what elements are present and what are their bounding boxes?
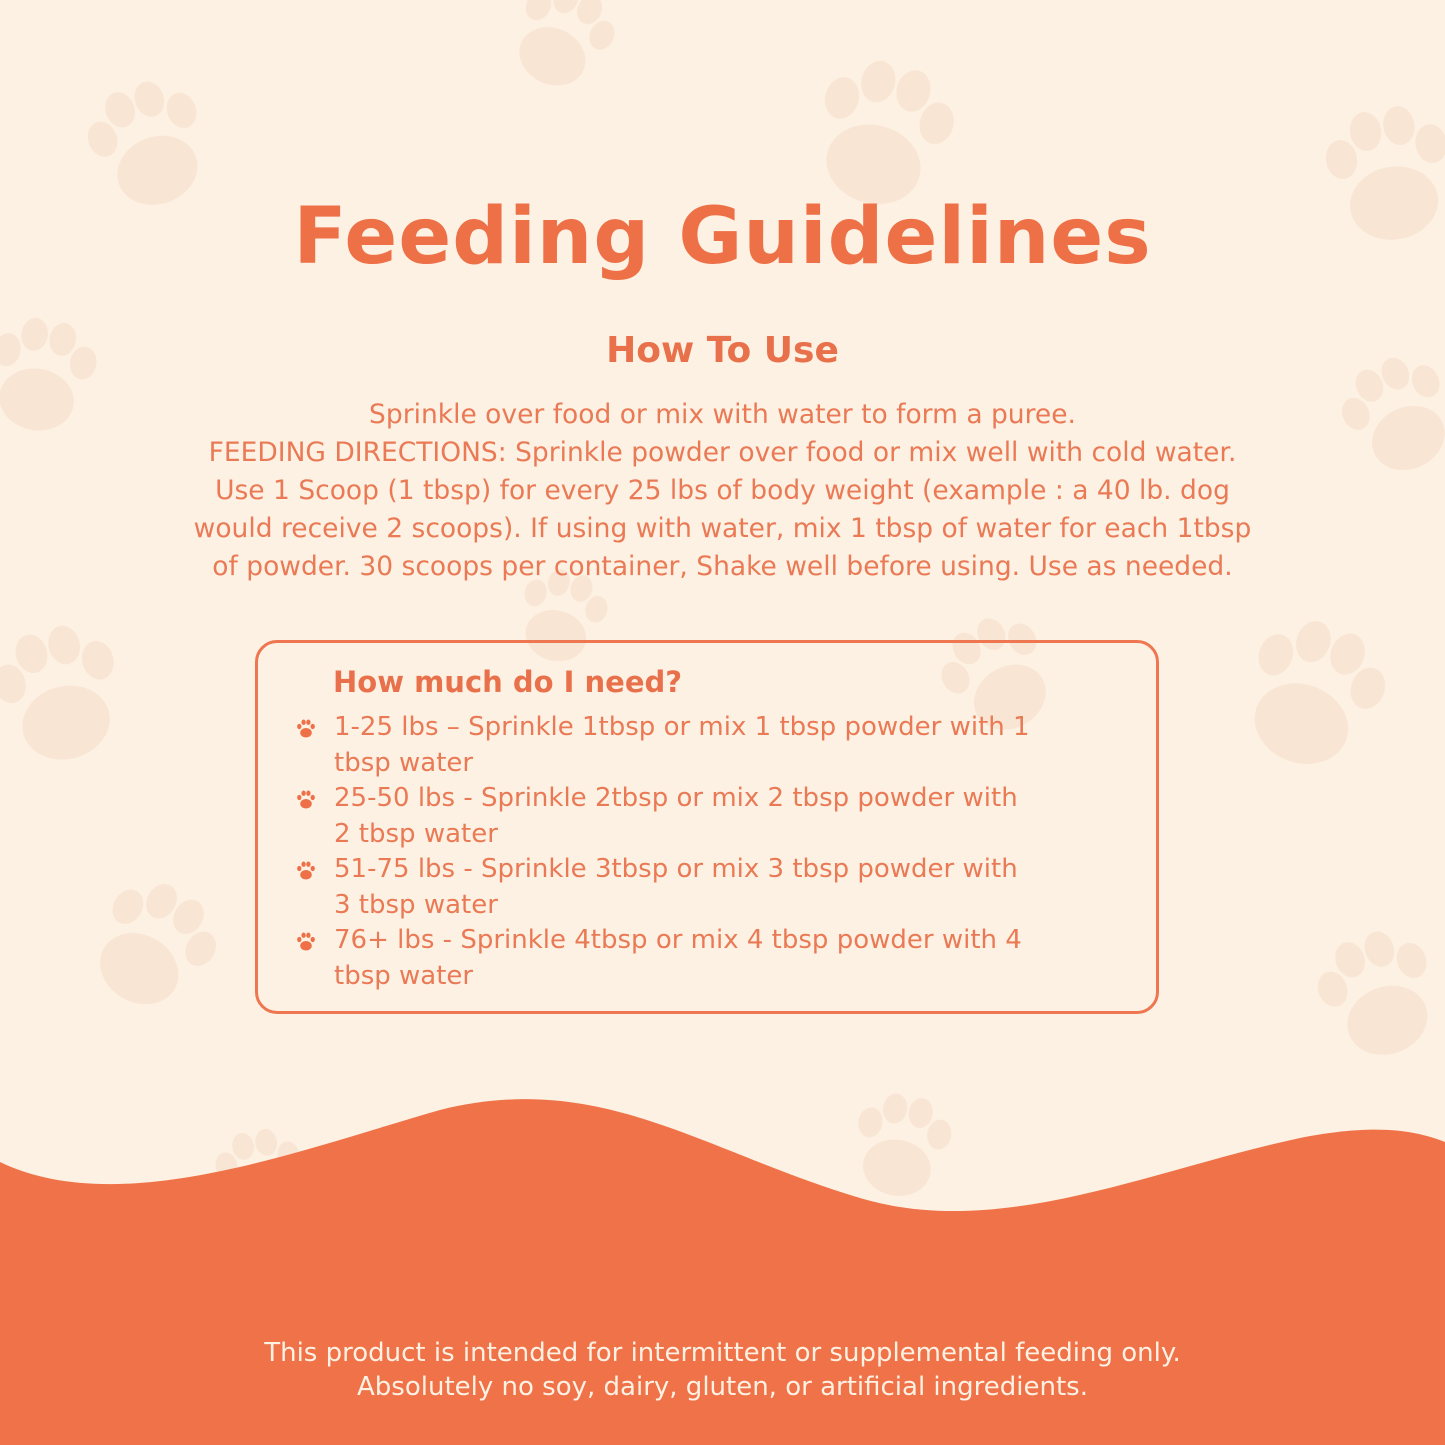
- list-item-text: 25-50 lbs - Sprinkle 2tbsp or mix 2 tbsp powder with: [334, 783, 1018, 813]
- paw-icon: [294, 857, 318, 881]
- list-item-text: 51-75 lbs - Sprinkle 3tbsp or mix 3 tbsp powder with: [334, 854, 1018, 884]
- directions-line: Use 1 Scoop (1 tbsp) for every 25 lbs of body weight (example : a 40 lb. dog: [215, 475, 1230, 506]
- page-title: Feeding Guidelines: [293, 192, 1152, 282]
- list-item-text: 1-25 lbs – Sprinkle 1tbsp or mix 1 tbsp powder with 1: [334, 712, 1030, 742]
- list-item-text: 76+ lbs - Sprinkle 4tbsp or mix 4 tbsp powder with 4: [334, 925, 1022, 955]
- feeding-directions: [60, 396, 1385, 586]
- section-subtitle: How To Use: [606, 330, 839, 371]
- directions-line: of powder. 30 scoops per container, Shake well before using. Use as needed.: [212, 551, 1233, 582]
- dosage-card: [255, 640, 1159, 1014]
- list-item-text: tbsp water: [334, 748, 474, 778]
- list-item-text: 2 tbsp water: [334, 819, 498, 849]
- paw-icon: [294, 928, 318, 952]
- footer-line: This product is intended for intermittent or supplemental feeding only.: [264, 1338, 1181, 1368]
- footer-line: Absolutely no soy, dairy, gluten, or artificial ingredients.: [357, 1372, 1088, 1402]
- directions-line: Sprinkle over food or mix with water to form a puree.: [369, 399, 1076, 430]
- list-item-text: 3 tbsp water: [334, 890, 498, 920]
- card-title: How much do I need?: [333, 665, 683, 699]
- footer-disclaimer: [0, 1336, 1445, 1404]
- list-item-text: tbsp water: [334, 961, 474, 991]
- paw-icon: [294, 715, 318, 739]
- directions-line: FEEDING DIRECTIONS: Sprinkle powder over food or mix well with cold water.: [208, 437, 1237, 468]
- paw-icon: [294, 786, 318, 810]
- directions-line: would receive 2 scoops). If using with water, mix 1 tbsp of water for each 1tbsp: [193, 513, 1252, 544]
